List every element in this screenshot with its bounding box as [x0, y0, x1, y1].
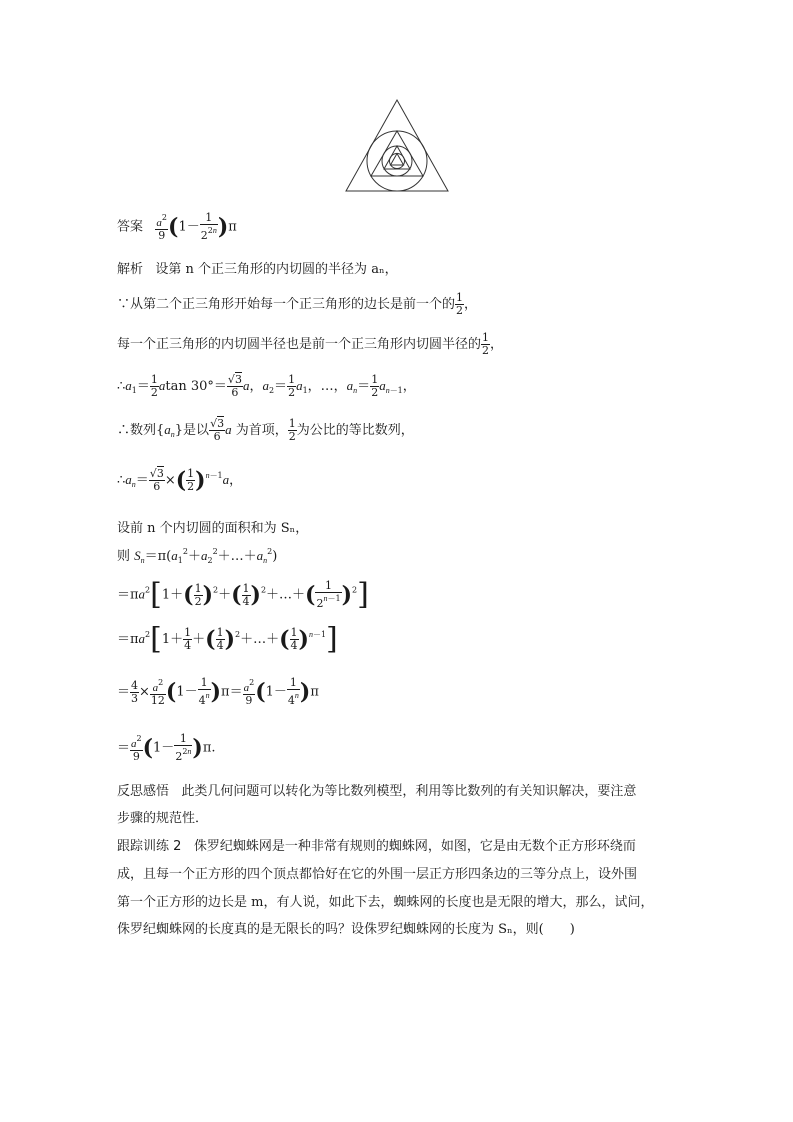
formula-sn-def: 则 $S_n=\pi(a_1^2+a_2^2+\dots+a_n^2)$: [117, 547, 278, 565]
analysis-line-1: [117, 258, 398, 277]
exercise-line-1: 跟踪训练 2 侏罗纪蜘蛛网是一种非常有规则的蜘蛛网，如图，它是由无数个正方形环绕而: [117, 839, 636, 854]
analysis-label: 解析: [117, 262, 144, 277]
formula-sn-step1: $=\pi a^2[1+$( $\frac{1}{2}$ )$^2$＋( $\frac{1}{4}$ )$^2$＋…＋( $\frac{1}{2^{n-1}}$ )$^2$]: [117, 577, 369, 612]
formula-sequence: ∴数列$\{a_n\}$是以 $\frac{√3}{6}$ a 为首项， $\frac{1}{2}$ 为公比的等比数列，: [117, 417, 414, 443]
exercise-line-2: 成，且每一个正方形的四个顶点都恰好在它的外围一层正方形四条边的三等分点上，设外围: [117, 867, 638, 882]
triangle-circles-figure: [343, 98, 451, 194]
exercise-line-4: 侏罗纪蜘蛛网的长度真的是无限长的吗？设侏罗纪蜘蛛网的长度为 Sₙ，则( ): [117, 922, 575, 937]
exercise-line-3: 第一个正方形的边长是 m，有人说，如此下去，蜘蛛网的长度也是无限的增大，那么，试问，: [117, 895, 654, 910]
exercise-label: 跟踪训练 2: [117, 839, 182, 854]
reflection-line-2: 步骤的规范性．: [117, 811, 209, 826]
formula-an: $\therefore a_n=$ $\frac{√3}{6}$ ×( $\frac{1}{2}$ )$^{n-1}$a，: [117, 467, 243, 494]
formula-a1: $\therefore a_1=$ $\frac{1}{2}$ atan 30°＝ $\frac{√3}{6}$ a，$a_2=$ $\frac{1}{2}$ $a_1$，…，$a_n=$ $\frac{1}{2}$ $a_{n-1}$，: [117, 373, 416, 399]
formula-sn-step2: $=\pi a^2[1+$ $\frac{1}{4}$ ＋( $\frac{1}{4}$ )$^2$＋…＋( $\frac{1}{4}$ )$^{n-1}$]: [117, 621, 338, 657]
analysis-line-3: 每一个正三角形的内切圆半径也是前一个正三角形内切圆半径的 $\frac{1}{2}$ ，: [117, 331, 504, 357]
formula-sn-step3: ＝ $\frac{4}{3}$ × $\frac{a^2}{12}$ (1－ $\frac{1}{4^n}$ )π＝ $\frac{a^2}{9}$ (1－ $\frac{1}{4^n}$ )π: [117, 676, 319, 707]
reflection-label: 反思感悟: [117, 784, 170, 799]
analysis-text-1: 设第 n 个正三角形的内切圆的半径为 aₙ，: [155, 262, 398, 277]
reflection-text-1: 此类几何问题可以转化为等比数列模型，利用等比数列的有关知识解决，要注意: [181, 784, 637, 799]
answer-line: 答案 $\frac{a^2}{9}$ (1－ $\frac{1}{2^{2n}}$ )π: [117, 211, 237, 242]
answer-label: 答案: [117, 219, 144, 235]
formula-sn-final: ＝ $\frac{a^2}{9}$ (1－ $\frac{1}{2^{2n}}$ )π.: [117, 732, 216, 763]
reflection-line-1: [117, 780, 636, 799]
analysis-line-6: 设前 n 个内切圆的面积和为 Sₙ，: [117, 521, 309, 536]
analysis-line-2: ∵从第二个正三角形开始每一个正三角形的边长是前一个的 $\frac{1}{2}$ ，: [117, 291, 478, 317]
